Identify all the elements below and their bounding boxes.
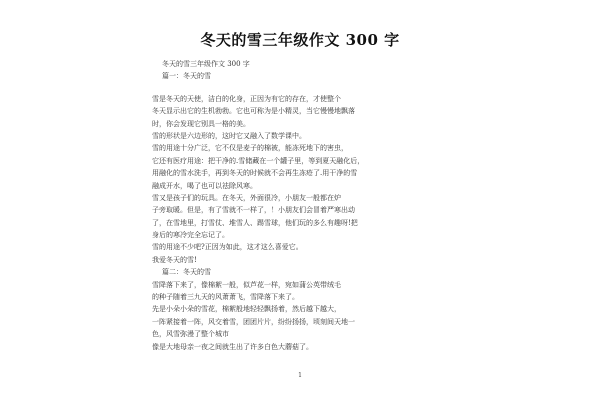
paragraph-line: 雪的用途十分广泛，它不仅是麦子的棉被，能冻死地下的害虫，	[152, 144, 348, 153]
paragraph-line: 融成开水，喝了也可以祛除风寒。	[152, 181, 257, 190]
paragraph-line: 的种子随着三九天的风萧萧飞，雪降落下来了。	[152, 293, 299, 302]
section-heading-1: 篇一：冬天的雪	[162, 72, 211, 81]
paragraph-line: 雪的用途不少吧?正因为如此，这才这么喜爱它。	[152, 243, 303, 252]
paragraph-line: 像是大地母亲一夜之间就生出了许多白色大蘑菇了。	[152, 342, 313, 351]
section-heading-2: 篇二：冬天的雪	[162, 268, 211, 277]
page-number: 1	[298, 372, 302, 379]
paragraph-line: 时，你会发现它别具一格的美。	[152, 119, 250, 128]
paragraph-line: 冬天显示出它的生机勃勃。它也可称为是小精灵，当它慢慢地飘落	[152, 107, 355, 116]
paragraph-line: 用融化的雪水洗手，再到冬天的时候就不会再生冻疮了.用干净的雪	[152, 169, 358, 178]
document-title: 冬天的雪三年级作文 300 字	[200, 31, 400, 49]
paragraph-line: 我爱冬天的雪!	[152, 255, 197, 264]
document-body	[152, 58, 452, 353]
paragraph-line: 雪是冬天的天使，洁白的化身，正因为有它的存在，才使整个	[152, 94, 341, 103]
paragraph-line: 雪的形状是六边形的，这时它又融入了数学课中。	[152, 131, 306, 140]
paragraph-line: 雪降落下来了，像棉絮一般，似芦花一样，宛如蒲公英带绒毛	[152, 280, 341, 289]
paragraph-line: 色，风雪弥漫了整个城市	[152, 330, 229, 339]
paragraph-line: 一阵紧接着一阵，风交着雪，团团片片，纷纷扬扬，顷刻间天地一	[152, 317, 355, 326]
paragraph-line: 子旁取暖。但是，有了雪就不一样了，！小朋友们会冒着严寒出动	[152, 206, 355, 215]
paragraph-line: 了，在雪地里，打雪仗、堆雪人、踢雪球，他们玩的多么有趣呀!把	[152, 218, 358, 227]
paragraph-line: 身后的寒冷完全忘记了。	[152, 231, 229, 240]
document-subtitle: 冬天的雪三年级作文 300 字	[162, 60, 250, 68]
paragraph-line: 它还有医疗用途：把干净的.雪储藏在一个罐子里，等到夏天融化后，	[152, 156, 365, 165]
paragraph-line: 先是小朵小朵的雪花，棉絮般地轻轻飘扬着，然后越下越大，	[152, 305, 341, 314]
paragraph-line: 雪又是孩子们的玩具。在冬天，外面很冷，小朋友一般都在炉	[152, 193, 341, 202]
